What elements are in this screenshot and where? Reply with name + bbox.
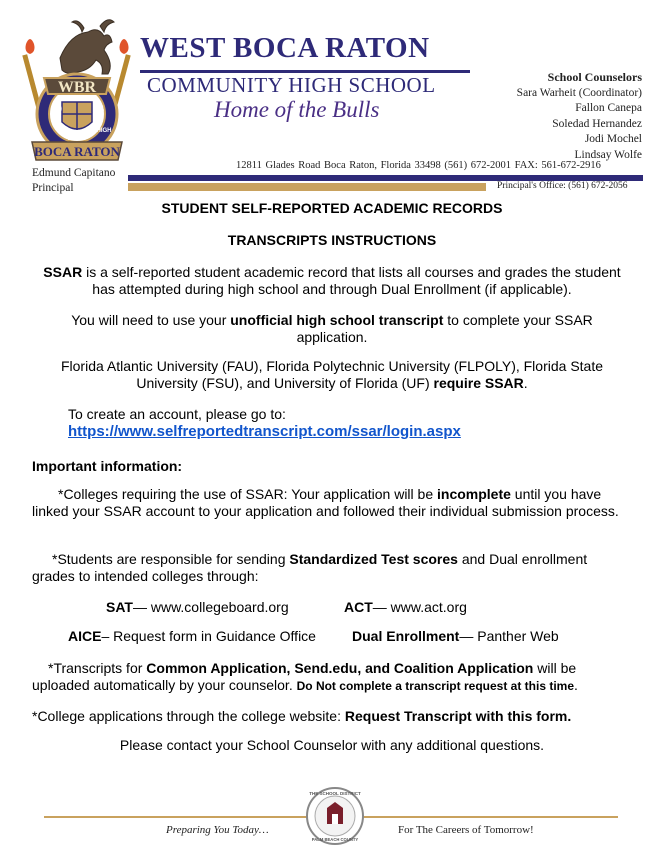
account-instructions [68,406,608,440]
school-name: WEST BOCA RATON [140,32,430,64]
ssar-description [40,264,624,298]
counselor-name: Soledad Hernandez [552,117,642,130]
counselor-name: Sara Warheit (Coordinator) [516,86,642,99]
test-scores-note [32,551,632,585]
counselors-list [517,70,642,163]
test-scores-text-end: and Dual enrollment grades to intended colleges through: [32,551,588,584]
sat-text: — www.collegeboard.org [132,599,289,615]
universities-text: Florida Atlantic University (FAU), Florida Polytechnic University (FLPOLY), Florida State University (FSU), and University of Florida (UF) [60,358,604,391]
universities-text-end: . [523,375,528,391]
important-heading: Important information: [32,458,183,474]
do-not-request-bold: Do Not complete a transcript request at this time [296,679,574,693]
school-address: 12811 Glades Road Boca Raton, Florida 33498 (561) 672-2001 FAX: 561-672-2916 [236,160,601,171]
account-intro: To create an account, please go to: [68,406,286,422]
crest-year-left: 20 [52,104,63,114]
standardized-test-bold: Standardized Test scores [289,551,458,567]
website-note-text: *College applications through the college website: [32,708,345,724]
universities-requiring-ssar [40,358,624,392]
sat-line [106,599,289,616]
seal-bottom-text: PALM BEACH COUNTY [311,837,359,842]
transcript-requirement-text-end: to complete your SSAR application. [296,312,593,345]
principal-name: Edmund Capitano [32,167,116,179]
seal-top-text: THE SCHOOL DISTRICT [309,791,361,796]
district-seal-logo [305,786,365,846]
crest-ring-text-top: WEST [66,135,88,142]
crest-year-right: 04 [94,104,105,114]
document-subtitle: TRANSCRIPTS INSTRUCTIONS [227,232,437,248]
applications-bold: Common Application, Send.edu, and Coalition Application [146,660,534,676]
counselor-name: Lindsay Wolfe [574,148,642,161]
school-crest-logo [18,14,136,166]
sat-label: SAT [106,599,133,615]
principal-office-phone: Principal's Office: (561) 672-2056 [497,181,628,191]
ssar-login-link[interactable]: https://www.selfreportedtranscript.com/ssar/login.aspx [68,423,461,440]
transcripts-upload-note [32,660,632,695]
crest-banner-text: WBR [57,79,97,96]
closing-line: Please contact your School Counselor with any additional questions. [119,737,545,753]
school-motto: Home of the Bulls [214,97,380,122]
dual-enrollment-line [352,628,559,645]
upload-note-end: . [574,677,578,693]
document-title: STUDENT SELF-REPORTED ACADEMIC RECORDS [161,200,503,216]
footer-slogan-right: For The Careers of Tomorrow! [398,824,534,836]
school-subtitle: COMMUNITY HIGH SCHOOL [147,73,436,97]
upload-note-text: *Transcripts for [48,660,147,676]
principal-title: Principal [32,182,74,194]
dual-enrollment-label: Dual Enrollment [352,628,460,644]
transcript-requirement-bold: unofficial high school transcript [230,312,444,328]
letterhead-gold-bar [128,183,486,191]
note-text-end: until you have linked your SSAR account to your application and followed their individual submission process. [32,486,619,519]
act-text: — www.act.org [372,599,467,615]
note-text: *Colleges requiring the use of SSAR: Your application will be [58,486,438,502]
crest-ribbon-text: BOCA RATON [34,144,120,159]
college-website-note [32,708,632,725]
transcript-requirement-text: You will need to use your [71,312,231,328]
test-scores-text: *Students are responsible for sending [52,551,290,567]
counselors-heading: School Counselors [547,70,642,84]
footer-slogan-left: Preparing You Today… [166,824,269,836]
upload-note-mid: will be uploaded automatically by your counselor. [32,660,577,693]
request-transcript-bold: Request Transcript with this form. [344,708,572,724]
act-line [344,599,467,616]
incomplete-application-note [32,486,632,520]
ssar-description-text: is a self-reported student academic record that lists all courses and grades the student has attempted during high school and through Dual Enrollment (if applicable). [82,264,621,297]
transcript-requirement [40,312,624,346]
aice-text: – Request form in Guidance Office [101,628,316,644]
incomplete-bold: incomplete [437,486,511,502]
act-label: ACT [344,599,373,615]
aice-label: AICE [68,628,102,644]
aice-line [68,628,316,645]
require-ssar-bold: require SSAR [433,375,524,391]
dual-enrollment-text: — Panther Web [459,628,559,644]
ssar-term: SSAR [43,264,83,280]
crest-ring-text-right: HIGH [96,128,112,134]
counselor-name: Fallon Canepa [575,102,642,114]
counselor-name: Jodi Mochel [584,133,642,145]
